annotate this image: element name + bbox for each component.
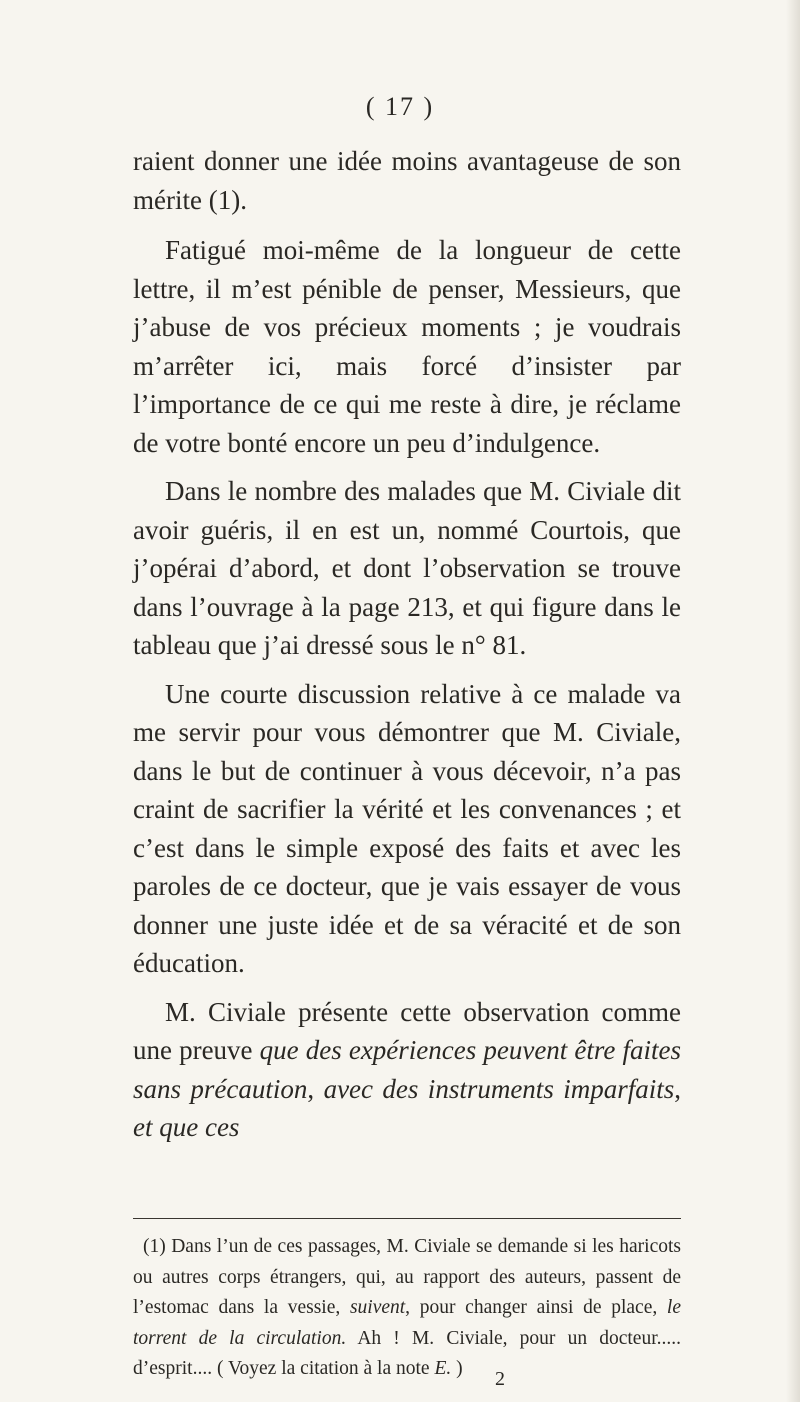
footnote-text-1: (1) Dans l’un de ces passages, M. Civiale se demande si les haricots ou autres corps étrangers, qui, au rapport des auteurs, passent de l’estomac dans la vessie, [133,1236,681,1318]
paragraph-observation [133,993,681,1147]
italic-phrase-3: et que ces [133,1112,240,1142]
paragraph-observation-text: M. Civiale présente cette observation comme une preuve [133,996,681,1065]
paragraph-discussion: Une courte discussion relative à ce malade va me servir pour vous démontrer que M. Civiale, dans le but de continuer à vous décevoir, n’a pas craint de sacrifier la vérité et les convenances ; et c’est dans le simple exposé des faits et avec les paroles de ce docteur, que je vais essayer de vous donner une juste idée et de sa véracité et de son éducation. [133,678,681,978]
page-number: ( 17 ) [365,92,435,121]
main-text [133,142,681,1157]
footnote-text-3: Ah ! M. Civiale, pour un docteur..... d’esprit.... ( Voyez la citation à la note [133,1327,681,1379]
italic-phrase-1: que des expériences peuvent être faites sans précaution [133,1035,681,1104]
signature-mark: 2 [495,1368,505,1390]
italic-phrase-2: avec des instruments imparfaits [323,1073,675,1104]
footnote-rule [133,1218,681,1219]
separator-1: , [307,1073,315,1104]
footnote-italic-3: E. [434,1358,452,1379]
footnote-italic-2: le torrent de la circulation. [133,1297,681,1349]
page-edge-shadow [786,0,800,1402]
separator-2: , [674,1073,681,1104]
footnote-text-4: ) [456,1358,463,1379]
footnote-italic-1: suivent [349,1297,406,1318]
paragraph-courtois: Dans le nombre des malades que M. Civiale dit avoir guéris, il en est un, nommé Courtois, que j’opérai d’abord, et dont l’observation se trouve dans l’ouvrage à la page 213, et qui figure dans le tableau que j’ai dressé sous le n° 81. [133,476,681,660]
paragraph-fatigue: Fatigué moi-même de la longueur de cette lettre, il m’est pénible de penser, Messieurs, que j’abuse de vos précieux moments ; je voudrais m’arrêter ici, mais forcé d’insister par l’importance de ce qui me reste à dire, je réclame de votre bonté encore un peu d’indulgence. [133,235,681,458]
footnote-text-2: , pour changer ainsi de place, [405,1297,658,1318]
footnote [133,1232,681,1385]
paragraph-continuation: raient donner une idée moins avantageuse de son mérite (1). [133,146,681,215]
